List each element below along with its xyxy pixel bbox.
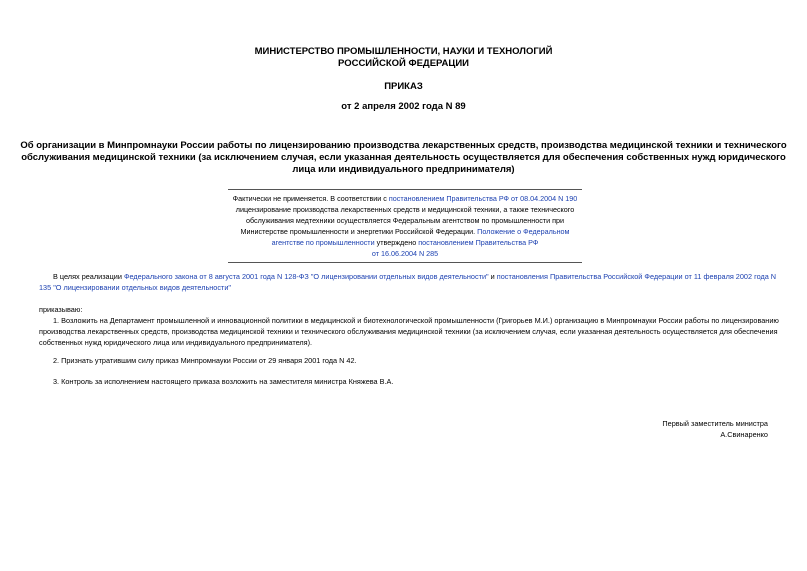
preamble-line2 [39, 282, 779, 293]
notice-line4 [228, 226, 582, 237]
resolution-190-link[interactable]: постановлением Правительства РФ от 08.04.2004 N 190 [388, 194, 578, 203]
regulation-link-cont[interactable]: агентстве по промышленности [271, 238, 375, 247]
ministry-name-line2: РОССИЙСКОЙ ФЕДЕРАЦИИ [337, 58, 469, 69]
notice-line1 [228, 193, 582, 204]
preamble-text: В целях реализации [53, 272, 124, 281]
notice-line5 [228, 237, 582, 248]
notice-text: утверждено [374, 238, 419, 247]
document-title-line1: Об организации в Минпромнауки России работы по лицензированию производства лекарственных средств, производства медицинской техники и технического [20, 140, 787, 151]
resolution-285-date-link[interactable]: от 16.06.2004 N 285 [371, 249, 439, 258]
document-type: ПРИКАЗ [384, 81, 423, 92]
document-title-line2: обслуживания медицинской техники (за исключением случая, если указанная деятельность осуществляется для обеспечения собственных нужд юридического [21, 152, 786, 163]
ministry-name-line1: МИНИСТЕРСТВО ПРОМЫШЛЕННОСТИ, НАУКИ И ТЕХНОЛОГИЙ [254, 46, 553, 57]
notice-text: Министерстве промышленности и энергетики Российской Федерации. [240, 227, 478, 236]
item-1-line2: производства лекарственных средств, производства медицинской техники и технического обслуживания медицинской техники (за исключением случая, если указанная деятельность осуществляется для обеспечения [39, 327, 778, 336]
federal-law-link[interactable]: Федерального закона от 8 августа 2001 года N 128-ФЗ "О лицензировании отдельных видов деятельности" [123, 272, 489, 281]
order-word: приказываю: [39, 305, 83, 314]
preamble [39, 271, 779, 293]
status-notice [228, 189, 582, 263]
government-resolution-link[interactable]: постановления Правительства Российской Федерации от 11 февраля 2002 года N [496, 272, 777, 281]
signatory-name: А.Свинаренко [720, 430, 768, 439]
notice-line3: обслуживания медтехники осуществляется Федеральным агентством по промышленности при [245, 216, 565, 225]
resolution-285-link[interactable]: постановлением Правительства РФ [418, 238, 539, 247]
notice-line6 [228, 248, 582, 259]
item-1-line3: собственных нужд юридического лица или индивидуального предпринимателя). [39, 338, 313, 347]
notice-line2: лицензирование производства лекарственных средств и медицинской техники, а также технического [235, 205, 575, 214]
order-item-3: 3. Контроль за исполнением настоящего приказа возложить на заместителя министра Княжева В.А. [53, 377, 394, 386]
item-1-line1: 1. Возложить на Департамент промышленной и инновационной политики в медицинской и биотехнологической промышленности (Григорьев М.И.) организацию в Минпромнауки России работы по лицензированию [53, 316, 779, 325]
preamble-line1 [39, 271, 779, 282]
order-item-1 [39, 315, 779, 348]
document-date: от 2 апреля 2002 года N 89 [341, 101, 466, 112]
regulation-link[interactable]: Положение о Федеральном [477, 227, 570, 236]
government-resolution-link-cont[interactable]: 135 "О лицензировании отдельных видов деятельности" [39, 283, 232, 292]
preamble-text: и [488, 272, 497, 281]
signatory-position: Первый заместитель министра [662, 419, 768, 428]
order-item-2: 2. Признать утратившим силу приказ Минпромнауки России от 29 января 2001 года N 42. [53, 356, 357, 365]
document-title-line3: лица или индивидуального предпринимателя) [292, 164, 515, 175]
notice-text: Фактически не применяется. В соответствии с [232, 194, 389, 203]
